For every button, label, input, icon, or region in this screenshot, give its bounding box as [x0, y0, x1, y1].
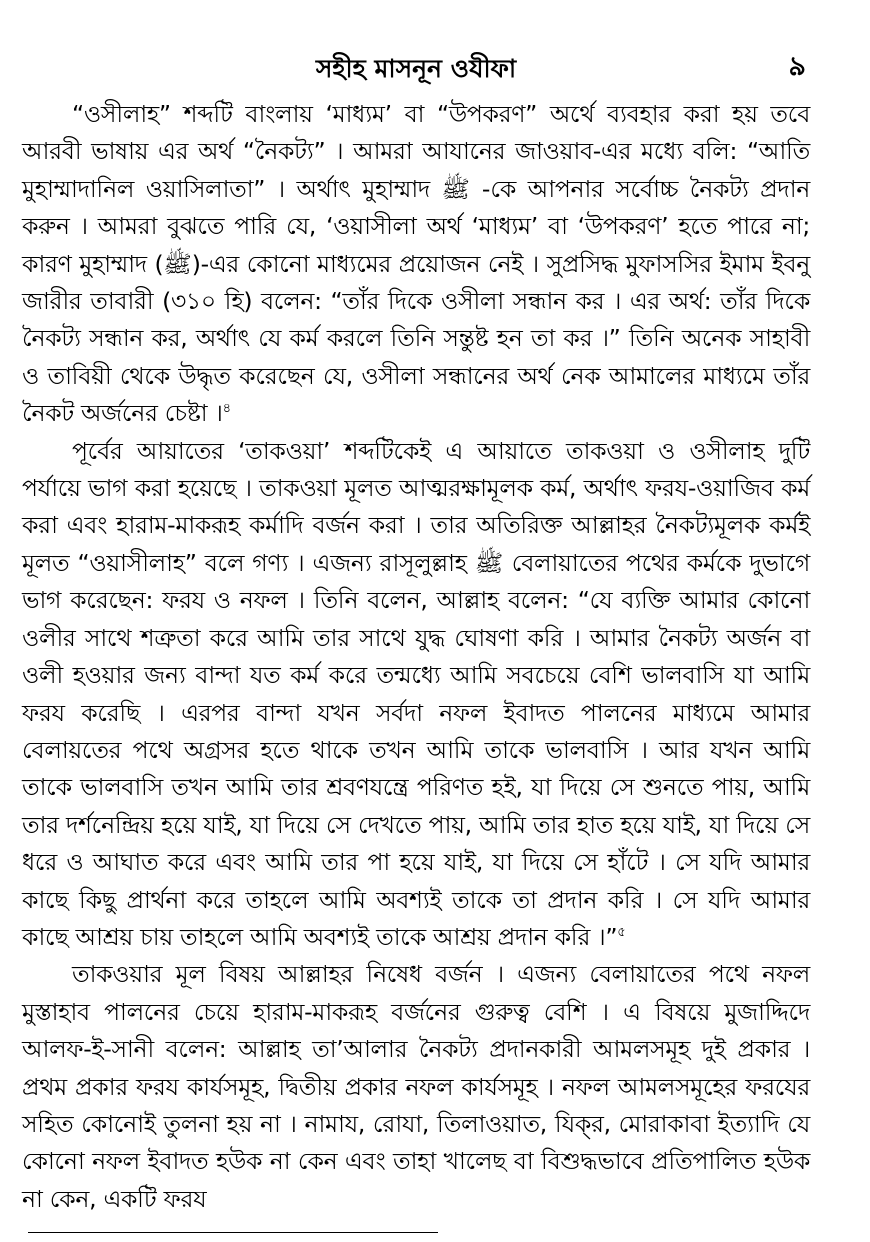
- paragraph-3: [22, 956, 810, 1218]
- running-title: সহীহ মাসনূন ওযীফা: [315, 54, 517, 83]
- page-header: [22, 52, 810, 88]
- paragraph-1: [22, 96, 810, 433]
- footnote-divider: [28, 1232, 438, 1233]
- footnote-marker: ৫: [617, 924, 626, 940]
- paragraph-text: পূর্বের আয়াতের ‘তাকওয়া’ শব্দটিকেই এ আয়াতে তাকওয়া ও ওসীলাহ দুটি পর্যায়ে ভাগ করা হয়েছে । তাকওয়া মূলত আত্মরক্ষামূলক কর্ম, অর্থাৎ ফরয-ওয়াজিব কর্ম করা এবং হারাম-মাকরূহ কর্মাদি বর্জন করা । তার অতিরিক্ত আল্লাহর নৈকট্যমূলক কর্মই মূলত “ওয়াসীলাহ” বলে গণ্য । এজন্য রাসূলুল্লাহ ﷺ বেলায়াতের পথের কর্মকে দুভাগে ভাগ করেছেন: ফরয ও নফল । তিনি বলেন, আল্লাহ বলেন: “যে ব্যক্তি আমার কোনো ওলীর সাথে শত্রুতা করে আমি তার সাথে যুদ্ধ ঘোষণা করি । আমার নৈকট্য অর্জন বা ওলী হওয়ার জন্য বান্দা যত কর্ম করে তন্মধ্যে আমি সবচেয়ে বেশি ভালবাসি যা আমি ফরয করেছি । এরপর বান্দা যখন সর্বদা নফল ইবাদত পালনের মাধ্যমে আমার বেলায়তের পথে অগ্রসর হতে থাকে তখন আমি তাকে ভালবাসি । আর যখন আমি তাকে ভালবাসি তখন আমি তার শ্রবণযন্ত্রে পরিণত হই, যা দিয়ে সে শুনতে পায়, আমি তার দর্শনেন্দ্রিয় হয়ে যাই, যা দিয়ে সে দেখতে পায়, আমি তার হাত হয়ে যাই, যা দিয়ে সে ধরে ও আঘাত করে এবং আমি তার পা হয়ে যাই, যা দিয়ে সে হাঁটে । সে যদি আমার কাছে কিছু প্রার্থনা করে তাহলে আমি অবশ্যই তাকে তা প্রদান করি । সে যদি আমার কাছে আশ্রয় চায় তাহলে আমি অবশ্যই তাকে আশ্রয় প্রদান করি ।”: [22, 436, 810, 951]
- paragraph-2: [22, 433, 810, 957]
- footnote-marker: ৪: [222, 401, 231, 417]
- paragraph-text: “ওসীলাহ” শব্দটি বাংলায় ‘মাধ্যম’ বা “উপকরণ” অর্থে ব্যবহার করা হয় তবে আরবী ভাষায় এর অর্থ “নৈকট্য” । আমরা আযানের জাওয়াব-এর মধ্যে বলি: “আতি মুহাম্মাদানিল ওয়াসিলাতা” । অর্থাৎ মুহাম্মাদ ﷺ -কে আপনার সর্বোচ্চ নৈকট্য প্রদান করুন । আমরা বুঝতে পারি যে, ‘ওয়াসীলা অর্থ ‘মাধ্যম’ বা ‘উপকরণ’ হতে পারে না; কারণ মুহাম্মাদ (ﷺ)-এর কোনো মাধ্যমের প্রয়োজন নেই । সুপ্রসিদ্ধ মুফাসসির ইমাম ইবনু জারীর তাবারী (৩১০ হি) বলেন: “তাঁর দিকে ওসীলা সন্ধান কর । এর অর্থ: তাঁর দিকে নৈকট্য সন্ধান কর, অর্থাৎ যে কর্ম করলে তিনি সন্তুষ্ট হন তা কর ।” তিনি অনেক সাহাবী ও তাবিয়ী থেকে উদ্ধৃত করেছেন যে, ওসীলা সন্ধানের অর্থ নেক আমালের মাধ্যমে তাঁর নৈকট অর্জনের চেষ্টা ।: [22, 100, 810, 428]
- paragraph-text: তাকওয়ার মূল বিষয় আল্লাহর নিষেধ বর্জন । এজন্য বেলায়াতের পথে নফল মুস্তাহাব পালনের চেয়ে হারাম-মাকরূহ বর্জনের গুরুত্ব বেশি । এ বিষয়ে মুজাদ্দিদে আলফ-ই-সানী বলেন: আল্লাহ তা’আলার নৈকট্য প্রদানকারী আমলসমূহ দুই প্রকার । প্রথম প্রকার ফরয কার্যসমূহ, দ্বিতীয় প্রকার নফল কার্যসমূহ । নফল আমলসমূহের ফরযের সহিত কোনোই তুলনা হয় না । নামায, রোযা, তিলাওয়াত, যিক্‌র, মোরাকাবা ইত্যাদি যে কোনো নফল ইবাদত হউক না কেন এবং তাহা খালেছ বা বিশুদ্ধভাবে প্রতিপালিত হউক না কেন, একটি ফরয: [22, 960, 810, 1213]
- page-number: ৯: [788, 51, 806, 82]
